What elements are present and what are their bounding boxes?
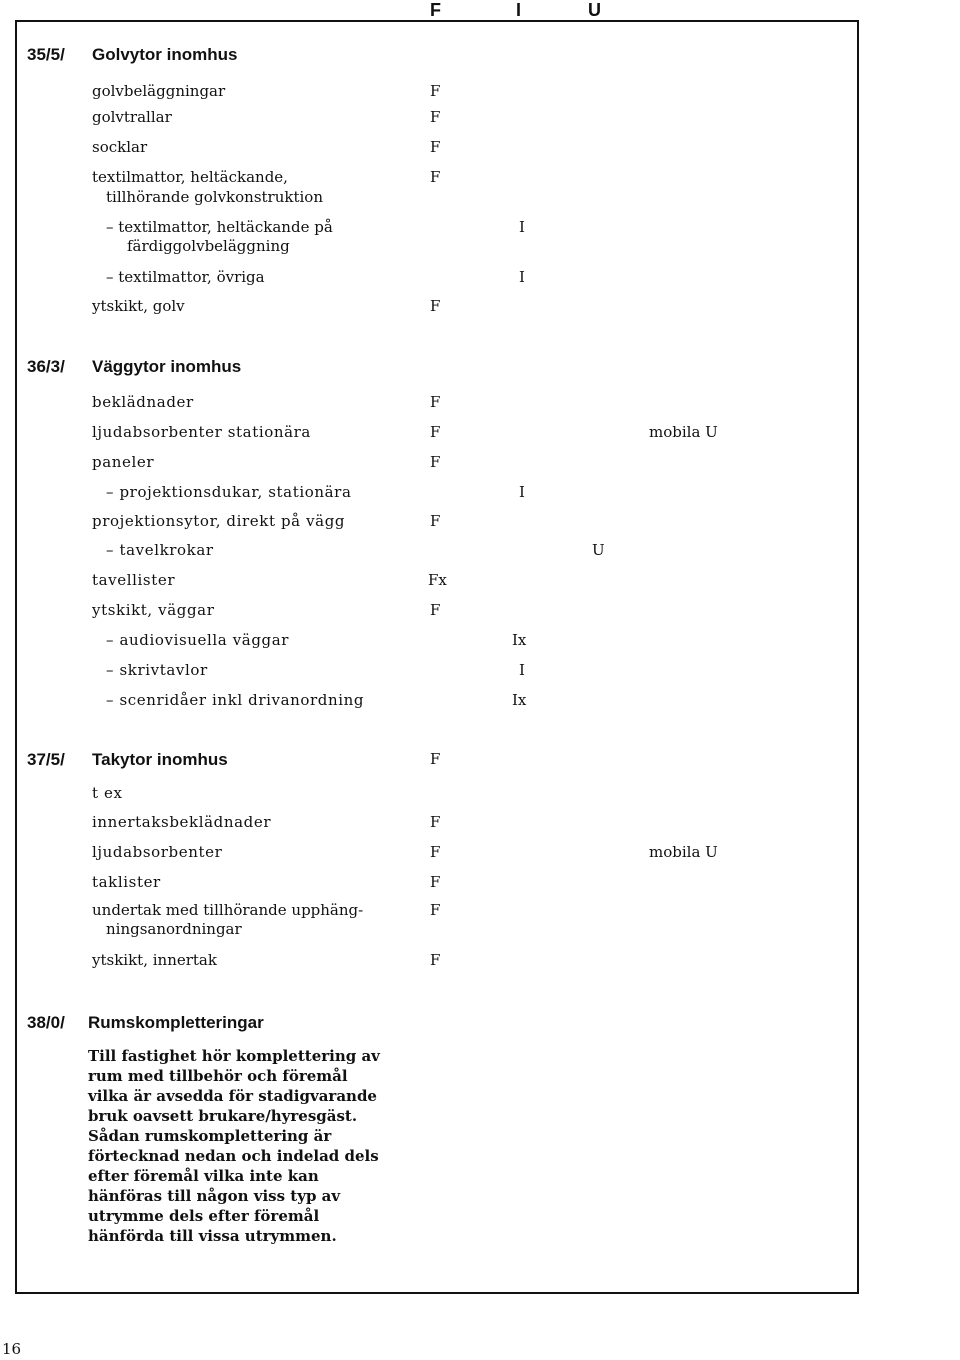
mark-f: F [430,750,441,768]
mark-u: U [592,541,605,559]
column-header-i: I [516,0,522,20]
mark-f: F [430,138,441,156]
section-number: 37/5/ [27,750,65,769]
row-text: ytskikt, innertak [92,951,217,969]
section-number: 36/3/ [27,357,65,376]
row-text: innertaksbeklädnader [92,813,272,831]
mark-f: F [430,168,441,186]
mark-f: F [430,108,441,126]
row-text: – textilmattor, heltäckande på [106,218,333,236]
section-title: Rumskompletteringar [88,1013,264,1032]
mark-i: I [519,268,525,286]
row-note: mobila U [649,423,718,441]
row-text: – projektionsdukar, stationära [106,483,352,501]
row-text: golvbeläggningar [92,82,226,100]
mark-f: F [430,901,441,919]
mark-f: Fx [428,571,447,589]
section-title: Takytor inomhus [92,750,228,769]
mark-i: Ix [512,631,527,649]
mark-i: I [519,661,525,679]
column-header-u: U [588,0,601,20]
row-text: socklar [92,138,148,156]
row-text: golvtrallar [92,108,172,126]
mark-f: F [430,512,441,530]
row-text: – audiovisuella väggar [106,631,290,649]
mark-f: F [430,453,441,471]
row-text: taklister [92,873,161,891]
row-text-continued: ningsanordningar [106,920,242,938]
mark-f: F [430,297,441,315]
row-text: paneler [92,453,155,471]
section-title: Väggytor inomhus [92,357,242,376]
row-text: – textilmattor, övriga [106,268,265,286]
row-text: ljudabsorbenter stationära [92,423,311,441]
row-text: ytskikt, väggar [92,601,215,619]
mark-f: F [430,423,441,441]
row-text: textilmattor, heltäckande, [92,168,288,186]
row-text: beklädnader [92,393,194,411]
row-text: – tavelkrokar [106,541,214,559]
row-text-continued: färdiggolvbeläggning [127,237,290,255]
row-text: – skrivtavlor [106,661,208,679]
mark-f: F [430,813,441,831]
row-text: – scenridåer inkl drivanordning [106,691,365,709]
mark-f: F [430,843,441,861]
mark-f: F [430,82,441,100]
row-text: projektionsytor, direkt på vägg [92,512,346,530]
row-text-continued: tillhörande golvkonstruktion [106,188,323,206]
section-paragraph: Till fastighet hör komplettering av rum med tillbehör och föremål vilka är avsedda för stadigvarande bruk oavsett brukare/hyresgäst. Sådan rumskomplettering är förtecknad nedan och indelad dels efter föremål vilka inte kan hänföras till någon viss typ av utrymme dels efter föremål hänförda till vissa utrymmen. [88,1047,380,1245]
mark-i: I [519,483,525,501]
mark-f: F [430,873,441,891]
row-text: tavellister [92,571,176,589]
section-number: 35/5/ [27,45,65,64]
mark-f: F [430,601,441,619]
mark-f: F [430,393,441,411]
mark-f: F [430,951,441,969]
mark-i: I [519,218,525,236]
row-text: t ex [92,784,123,802]
section-number: 38/0/ [27,1013,65,1032]
row-note: mobila U [649,843,718,861]
row-text: ljudabsorbenter [92,843,223,861]
section-title: Golvytor inomhus [92,45,238,64]
column-header-f: F [430,0,441,20]
row-text: undertak med tillhörande upphäng- [92,901,364,919]
page-number: 16 [2,1340,22,1358]
mark-i: Ix [512,691,527,709]
row-text: ytskikt, golv [92,297,185,315]
